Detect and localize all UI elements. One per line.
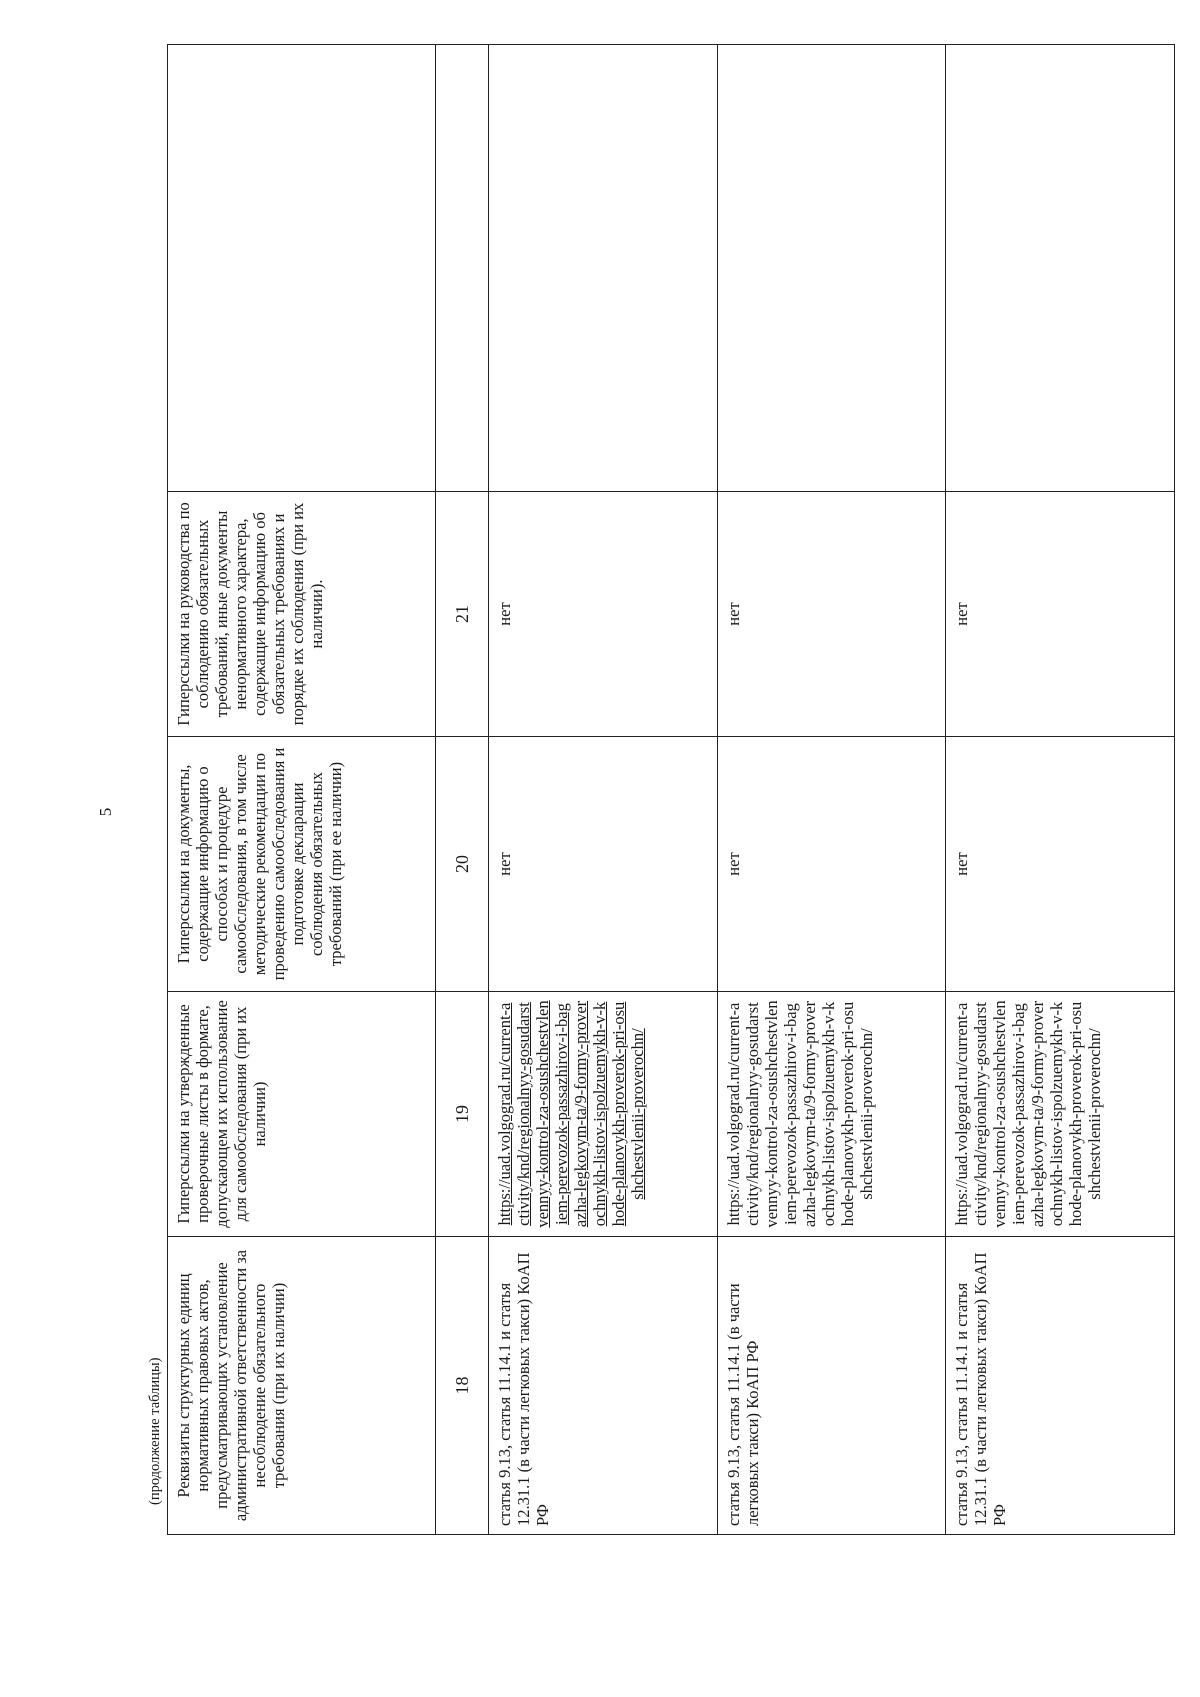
header-cell-19: Гиперссылки на утвержденные проверочные листы в формате, допускающем их использование для самообследования (при их наличии) — [168, 992, 436, 1237]
checklist-link-cell — [489, 992, 718, 1237]
checklist-link-cell — [946, 992, 1175, 1237]
legal-reference-cell: статья 9.13, статья 11.14.1 и статья 12.31.1 (в части легковых такси) КоАП РФ — [946, 1237, 1175, 1535]
self-assessment-docs-cell: нет — [717, 737, 946, 992]
checklist-link[interactable]: https://uad.volgograd.ru/current-activity/knd/regionalnyy-gosudarstvennyy-kontrol-za-osushchestvleniem-perevozok-passazhirov-i-bagazha-legkovym-ta/9-formy-proverochnykh-listov-ispolzuemykh-v-khode-planovykh-proverok-pri-osushchestvlenii-proverochn/ — [495, 1000, 647, 1228]
column-number-20: 20 — [436, 737, 489, 992]
legal-reference-cell: статья 9.13, статья 11.14.1 и статья 12.31.1 (в части легковых такси) КоАП РФ — [489, 1237, 718, 1535]
guidance-docs-cell: нет — [489, 492, 718, 737]
guidance-docs-cell: нет — [717, 492, 946, 737]
self-assessment-docs-cell: нет — [489, 737, 718, 992]
empty-cell — [717, 45, 946, 492]
column-number-empty — [436, 45, 489, 492]
table-row — [946, 45, 1175, 1535]
empty-cell — [489, 45, 718, 492]
continuation-note: (продолжение таблицы) — [147, 1357, 163, 1505]
column-number-21: 21 — [436, 492, 489, 737]
self-assessment-docs-cell: нет — [946, 737, 1175, 992]
table-header-row — [168, 45, 436, 1535]
table-row — [717, 45, 946, 1535]
legal-reference-cell: статья 9.13, статья 11.14.1 (в части легковых такси) КоАП РФ — [717, 1237, 946, 1535]
header-cell-empty — [168, 45, 436, 492]
rotated-page-content — [145, 45, 1175, 1535]
checklist-link[interactable]: https://uad.volgograd.ru/current-activity/knd/regionalnyy-gosudarstvennyy-kontrol-za-osushchestvleniem-perevozok-passazhirov-i-bagazha-legkovym-ta/9-formy-proverochnykh-listov-ispolzuemykh-v-khode-planovykh-proverok-pri-osushchestvlenii-proverochn/ — [723, 1000, 876, 1228]
page-number: 5 — [96, 807, 115, 817]
header-cell-21: Гиперссылки на руководства по соблюдению обязательных требований, иные документы ненормативного характера, содержащие информацию об обязательных требованиях и порядке их соблюдения (при их наличии). — [168, 492, 436, 737]
header-cell-18: Реквизиты структурных единиц нормативных правовых актов, предусматривающих установление административной ответственности за несоблюдение обязательного требования (при их наличии) — [168, 1237, 436, 1535]
column-number-18: 18 — [436, 1237, 489, 1535]
checklist-link[interactable]: https://uad.volgograd.ru/current-activity/knd/regionalnyy-gosudarstvennyy-kontrol-za-osushchestvleniem-perevozok-passazhirov-i-bagazha-legkovym-ta/9-formy-proverochnykh-listov-ispolzuemykh-v-khode-planovykh-proverok-pri-osushchestvlenii-proverochn/ — [952, 1000, 1105, 1228]
empty-cell — [946, 45, 1175, 492]
column-number-19: 19 — [436, 992, 489, 1237]
header-cell-20: Гиперссылки на документы, содержащие информацию о способах и процедуре самообследования, в том числе методические рекомендации по проведению самообследования и подготовке декларации соблюдения обязательных требований (при ее наличии) — [168, 737, 436, 992]
table-row — [489, 45, 718, 1535]
guidance-docs-cell: нет — [946, 492, 1175, 737]
requirements-table — [167, 44, 1175, 1535]
column-number-row — [436, 45, 489, 1535]
checklist-link-cell — [717, 992, 946, 1237]
